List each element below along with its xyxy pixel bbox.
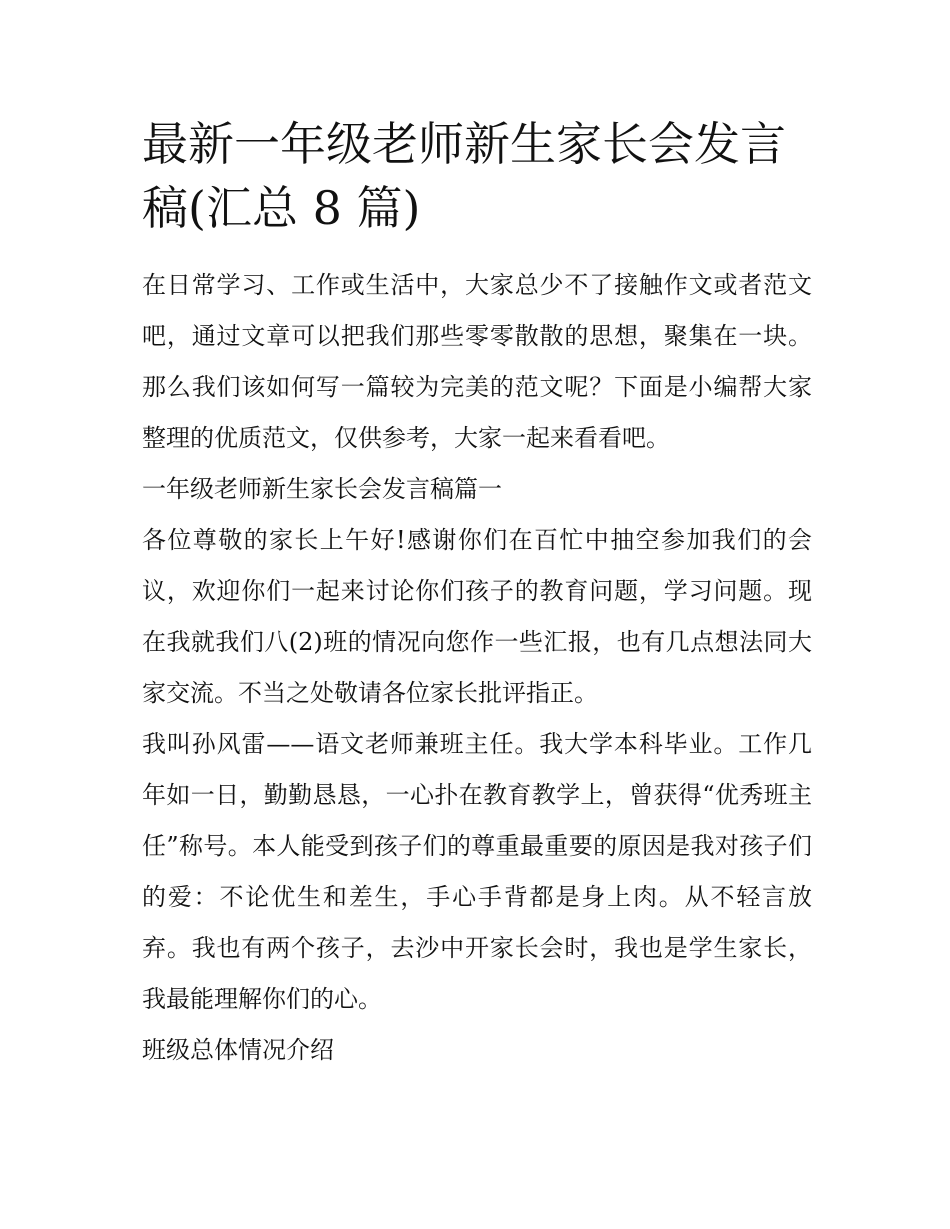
section-heading-1: 一年级老师新生家长会发言稿篇一 (142, 475, 502, 503)
teacher-intro-paragraph: 我叫孙风雷——语文老师兼班主任。我大学本科毕业。工作几年如一日，勤勤恳恳，一心扑在教育教学上，曾获得“优秀班主任”称号。本人能受到孩子们的尊重最重要的原因是我对孩子们的爱：不论优生和差生，手心手背都是身上肉。从不轻言放弃。我也有两个孩子，去沙中开家长会时，我也是学生家长，我最能理解你们的心。 (142, 730, 812, 1013)
section-heading-2: 班级总体情况介绍 (142, 1036, 334, 1064)
document-page (142, 112, 812, 1076)
greeting-paragraph: 各位尊敬的家长上午好!感谢你们在百忙中抽空参加我们的会议，欢迎你们一起来讨论你们孩子的教育问题，学习问题。现在我就我们八(2)班的情况向您作一些汇报，也有几点想法同大家交流。不当之处敬请各位家长批评指正。 (142, 526, 812, 707)
document-title: 最新一年级老师新生家长会发言稿(汇总 8 篇) (142, 117, 786, 235)
intro-paragraph: 在日常学习、工作或生活中，大家总少不了接触作文或者范文吧，通过文章可以把我们那些零零散散的思想，聚集在一块。那么我们该如何写一篇较为完美的范文呢？下面是小编帮大家整理的优质范文，仅供参考，大家一起来看看吧。 (142, 271, 812, 452)
